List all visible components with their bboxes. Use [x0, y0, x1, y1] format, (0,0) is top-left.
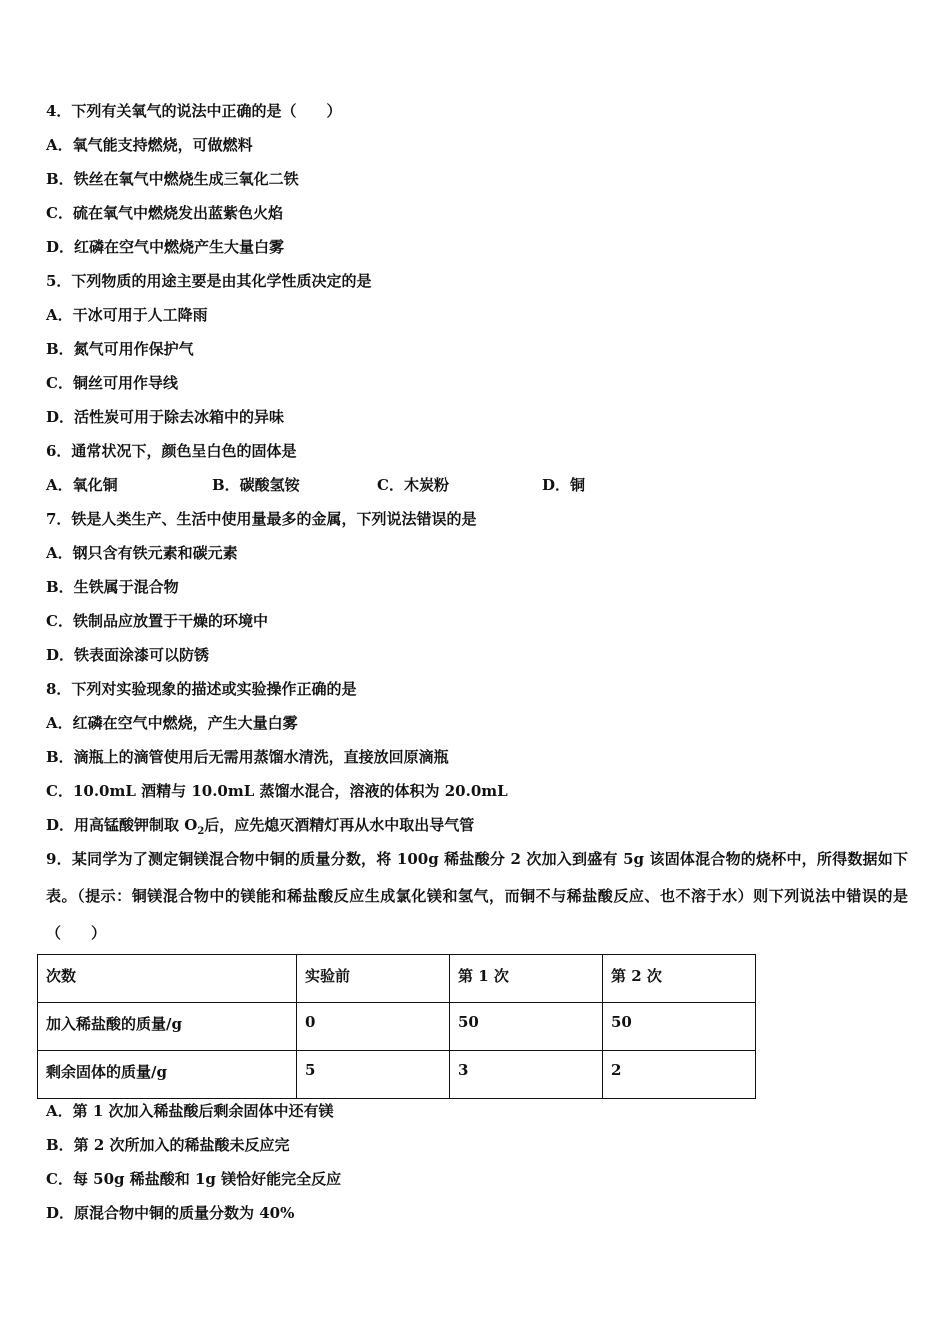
q5-option-b: B．氮气可用作保护气 [46, 340, 194, 358]
q4-option-a: A．氧气能支持燃烧，可做燃料 [46, 136, 253, 154]
q5-option-d: D．活性炭可用于除去冰箱中的异味 [46, 408, 285, 426]
table-row [38, 1051, 756, 1099]
q6-option-a: A．氧化铜 [46, 476, 118, 494]
q9-stem: 9．某同学为了测定铜镁混合物中铜的质量分数，将 100g 稀盐酸分 2 次加入到盛有 5g 该固体混合物的烧杯中，所得数据如下表。（提示：铜镁混合物中的镁能和稀盐酸反应生成氯化镁和氢气，而铜不与稀盐酸反应、也不溶于水）则下列说法中错误的是（ ） [46, 850, 908, 942]
table-header-row [38, 955, 756, 1003]
table-header-cell: 第 1 次 [450, 955, 603, 1003]
q9-option-b: B．第 2 次所加入的稀盐酸未反应完 [46, 1136, 290, 1154]
q9-option-d: D．原混合物中铜的质量分数为 40% [46, 1204, 295, 1222]
q8-option-c: C．10.0mL 酒精与 10.0mL 蒸馏水混合，溶液的体积为 20.0mL [46, 782, 508, 800]
q4-stem: 4．下列有关氧气的说法中正确的是（ ） [46, 102, 342, 120]
table-cell: 3 [450, 1051, 603, 1099]
table-header-cell: 实验前 [297, 955, 450, 1003]
q7-option-a: A．钢只含有铁元素和碳元素 [46, 544, 238, 562]
q8-option-d: D．用高锰酸钾制取 $O_2$后，应先熄灭酒精灯再从水中取出导气管 [46, 816, 475, 837]
q7-option-d: D．铁表面涂漆可以防锈 [46, 646, 210, 664]
table-cell: 2 [603, 1051, 756, 1099]
q8-stem: 8．下列对实验现象的描述或实验操作正确的是 [46, 680, 357, 698]
table-row [38, 1003, 756, 1051]
subscript: 2 [197, 826, 205, 837]
q4-option-c: C．硫在氧气中燃烧发出蓝紫色火焰 [46, 204, 283, 222]
table-header-cell: 次数 [38, 955, 297, 1003]
table-header-cell: 第 2 次 [603, 955, 756, 1003]
table-cell: 50 [450, 1003, 603, 1051]
q6-option-c: C．木炭粉 [377, 476, 449, 494]
q5-option-c: C．铜丝可用作导线 [46, 374, 178, 392]
q9-data-table [37, 954, 756, 1099]
q7-stem: 7．铁是人类生产、生活中使用量最多的金属，下列说法错误的是 [46, 510, 477, 528]
q6-option-b: B．碳酸氢铵 [212, 476, 300, 494]
q4-option-b: B．铁丝在氧气中燃烧生成三氧化二铁 [46, 170, 299, 188]
q5-option-a: A．干冰可用于人工降雨 [46, 306, 208, 324]
q8-option-a: A．红磷在空气中燃烧，产生大量白雾 [46, 714, 298, 732]
q9-option-c: C．每 50g 稀盐酸和 1g 镁恰好能完全反应 [46, 1170, 342, 1188]
q5-stem: 5．下列物质的用途主要是由其化学性质决定的是 [46, 272, 372, 290]
q4-option-d: D．红磷在空气中燃烧产生大量白雾 [46, 238, 285, 256]
q9-option-a: A．第 1 次加入稀盐酸后剩余固体中还有镁 [46, 1102, 334, 1120]
table-cell: 0 [297, 1003, 450, 1051]
q6-stem: 6．通常状况下，颜色呈白色的固体是 [46, 442, 297, 460]
table-cell: 加入稀盐酸的质量/g [38, 1003, 297, 1051]
table-cell: 50 [603, 1003, 756, 1051]
q7-option-c: C．铁制品应放置于干燥的环境中 [46, 612, 268, 630]
q8-option-b: B．滴瓶上的滴管使用后无需用蒸馏水清洗，直接放回原滴瓶 [46, 748, 449, 766]
table-cell: 剩余固体的质量/g [38, 1051, 297, 1099]
q6-option-d: D．铜 [542, 476, 586, 494]
table-cell: 5 [297, 1051, 450, 1099]
q7-option-b: B．生铁属于混合物 [46, 578, 179, 596]
